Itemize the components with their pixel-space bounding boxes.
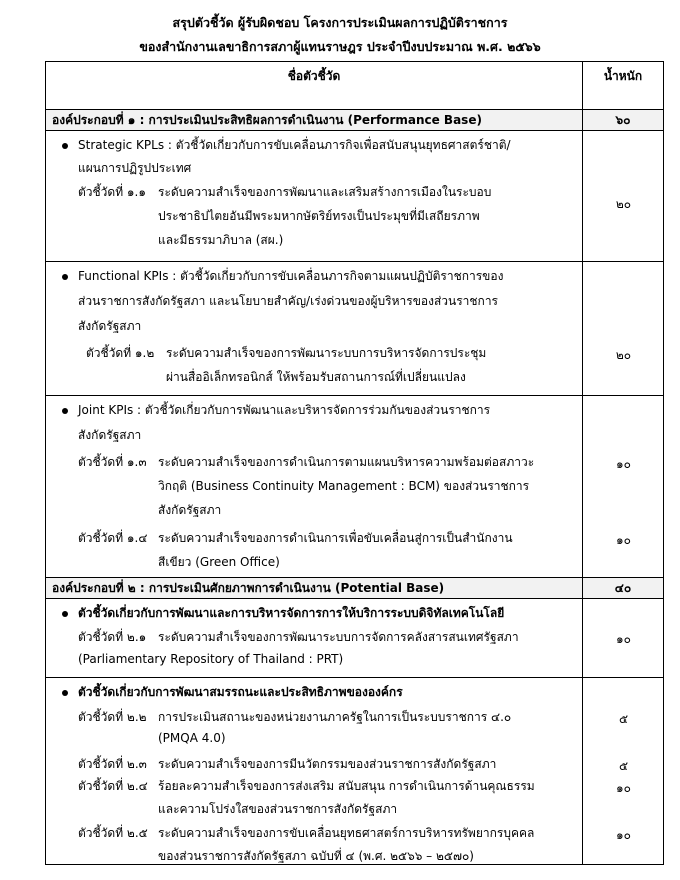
- section-functional-kpis: [46, 262, 664, 396]
- indicator-weight: ๑๐: [616, 781, 631, 795]
- section-heading: แผนการปฏิรูปประเทศ: [78, 161, 192, 175]
- header-name: ชื่อตัวชี้วัด: [46, 62, 583, 110]
- indicator-text: (Parliamentary Repository of Thailand : PRT): [78, 652, 344, 666]
- indicator-text: ระดับความสำเร็จของการดำเนินการเพื่อขับเคลื่อนสู่การเป็นสำนักงาน: [158, 531, 513, 545]
- section-joint-kpis: [46, 396, 664, 578]
- component-2-label: องค์ประกอบที่ ๒ : การประเมินศักยภาพการดำเนินงาน (Potential Base): [46, 578, 583, 599]
- section-heading: ตัวชี้วัดเกี่ยวกับการพัฒนาและการบริหารจัดการการให้บริการระบบดิจิทัลเทคโนโลยี: [78, 606, 505, 620]
- component-2-weight: ๔๐: [583, 578, 664, 599]
- bullet-icon: [62, 611, 68, 617]
- indicator-weight: ๑๐: [616, 533, 631, 547]
- indicator-label: ตัวชี้วัดที่ ๑.๑: [78, 185, 146, 199]
- indicator-text: ผ่านสื่ออิเล็กทรอนิกส์ ให้พร้อมรับสถานการณ์ที่เปลี่ยนแปลง: [166, 370, 466, 384]
- indicator-text: (PMQA 4.0): [158, 731, 226, 745]
- section-heading: Joint KPIs : ตัวชี้วัดเกี่ยวกับการพัฒนาและบริหารจัดการร่วมกันของส่วนราชการ: [78, 403, 491, 417]
- indicator-label: ตัวชี้วัดที่ ๑.๓: [78, 455, 147, 469]
- indicator-text: ระดับความสำเร็จของการพัฒนาระบบการจัดการคลังสารสนเทศรัฐสภา: [158, 630, 519, 644]
- indicator-text: ระดับความสำเร็จของการดำเนินการตามแผนบริหารความพร้อมต่อสภาวะ: [158, 455, 535, 469]
- indicator-text: ประชาธิปไตยอันมีพระมหากษัตริย์ทรงเป็นประมุขที่มีเสถียรภาพ: [158, 209, 480, 223]
- indicator-text: ร้อยละความสำเร็จของการส่งเสริม สนับสนุน การดำเนินการด้านคุณธรรม: [158, 779, 535, 793]
- component-row-2: [46, 578, 664, 599]
- indicator-text: ระดับความสำเร็จของการขับเคลื่อนยุทธศาสตร์การบริหารทรัพยากรบุคคล: [158, 826, 535, 840]
- section-strategic-kpis: [46, 131, 664, 262]
- indicator-weight: ๑๐: [616, 632, 631, 646]
- indicator-text: สีเขียว (Green Office): [158, 555, 280, 569]
- section-heading: Functional KPIs : ตัวชี้วัดเกี่ยวกับการขับเคลื่อนภารกิจตามแผนปฏิบัติราชการของ: [78, 269, 504, 283]
- bullet-icon: [62, 274, 68, 280]
- indicator-label: ตัวชี้วัดที่ ๒.๑: [78, 630, 147, 644]
- section-digital-kpis: [46, 599, 664, 678]
- component-row-1: [46, 110, 664, 131]
- section-heading: สังกัดรัฐสภา: [78, 428, 142, 442]
- component-1-weight: ๖๐: [583, 110, 664, 131]
- header-weight: น้ำหนัก: [583, 62, 664, 110]
- document-title-line2: ของสำนักงานเลขาธิการสภาผู้แทนราษฎร ประจำปีงบประมาณ พ.ศ. ๒๕๖๖: [139, 39, 541, 54]
- indicator-text: การประเมินสถานะของหน่วยงานภาครัฐในการเป็นระบบราชการ ๔.๐: [158, 710, 512, 724]
- indicator-label: ตัวชี้วัดที่ ๒.๔: [78, 779, 148, 793]
- document-title-line1: สรุปตัวชี้วัด ผู้รับผิดชอบ โครงการประเมินผลการปฏิบัติราชการ: [172, 15, 508, 30]
- indicator-weight: ๒๐: [615, 197, 632, 211]
- bullet-icon: [62, 143, 68, 149]
- indicator-text: ระดับความสำเร็จของการพัฒนาระบบการบริหารจัดการประชุม: [166, 346, 487, 360]
- indicator-text: ระดับความสำเร็จของการมีนวัตกรรมของส่วนราชการสังกัดรัฐสภา: [158, 757, 497, 771]
- indicator-text: วิกฤติ (Business Continuity Management : BCM) ของส่วนราชการ: [158, 479, 530, 493]
- section-heading: ตัวชี้วัดเกี่ยวกับการพัฒนาสมรรถนะและประสิทธิภาพขององค์กร: [78, 685, 403, 699]
- indicator-weight: ๒๐: [615, 348, 632, 362]
- table-header-row: [46, 62, 664, 110]
- indicator-label: ตัวชี้วัดที่ ๒.๒: [78, 710, 147, 724]
- indicator-label: ตัวชี้วัดที่ ๒.๓: [78, 757, 147, 771]
- indicator-text: ของส่วนราชการสังกัดรัฐสภา ฉบับที่ ๔ (พ.ศ. ๒๕๖๖ – ๒๕๗๐): [158, 849, 474, 863]
- section-heading: ส่วนราชการสังกัดรัฐสภา และนโยบายสำคัญ/เร่งด่วนของผู้บริหารของส่วนราชการ: [78, 294, 499, 308]
- component-1-label: องค์ประกอบที่ ๑ : การประเมินประสิทธิผลการดำเนินงาน (Performance Base): [46, 110, 583, 131]
- bullet-icon: [62, 408, 68, 414]
- section-heading: Strategic KPLs : ตัวชี้วัดเกี่ยวกับการขับเคลื่อนภารกิจเพื่อสนับสนุนยุทธศาสตร์ชาติ/: [78, 138, 511, 152]
- bullet-icon: [62, 690, 68, 696]
- indicator-text: และมีธรรมาภิบาล (สผ.): [158, 233, 284, 247]
- indicator-text: และความโปร่งใสของส่วนราชการสังกัดรัฐสภา: [158, 802, 398, 816]
- indicator-text: สังกัดรัฐสภา: [158, 503, 222, 517]
- kpi-table: [45, 61, 664, 865]
- indicator-label: ตัวชี้วัดที่ ๒.๕: [78, 826, 148, 840]
- indicator-label: ตัวชี้วัดที่ ๑.๔: [78, 531, 148, 545]
- indicator-label: ตัวชี้วัดที่ ๑.๒: [86, 346, 155, 360]
- indicator-text: ระดับความสำเร็จของการพัฒนาและเสริมสร้างการเมืองในระบอบ: [158, 185, 492, 199]
- section-heading: สังกัดรัฐสภา: [78, 319, 142, 333]
- indicator-weight: ๕: [618, 759, 629, 773]
- indicator-weight: ๑๐: [616, 828, 631, 842]
- indicator-weight: ๑๐: [616, 457, 631, 471]
- indicator-weight: ๕: [618, 712, 629, 726]
- section-capability-kpis: [46, 678, 664, 865]
